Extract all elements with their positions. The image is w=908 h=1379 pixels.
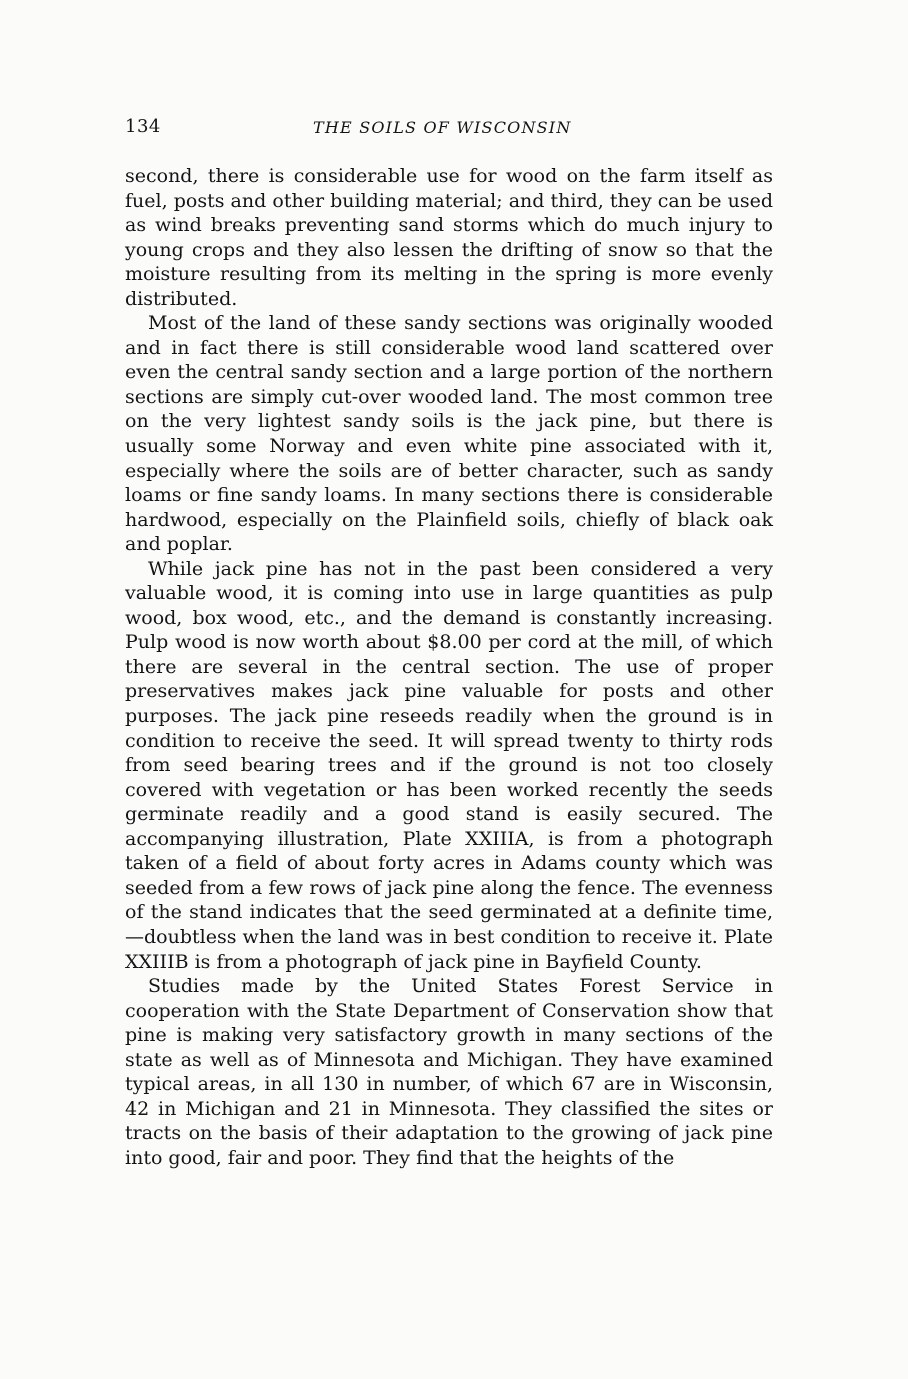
paragraph-4: Studies made by the United States Forest Service in cooperation with the State Department of Conservation show that pine is making very satisfactory growth in many sections of the state as well as of Minnesota and Michigan. They have examined typical areas, in all 130 in number, of which 67 are in Wisconsin, 42 in Michigan and 21 in Minnesota. They classified the sites or tracts on the basis of their adaptation to the growing of jack pine into good, fair and poor. They find that the heights of the [125,975,773,1169]
paragraph-2: Most of the land of these sandy sections was originally wooded and in fact there is still considerable wood land scattered over even the central sandy section and a large portion of the northern sections are simply cut-over wooded land. The most common tree on the very lightest sandy soils is the jack pine, but there is usually some Norway and even white pine associated with it, especially where the soils are of better character, such as sandy loams or fine sandy loams. In many sections there is considerable hardwood, especially on the Plainfield soils, chiefly of black oak and poplar. [125,312,773,556]
body-text [125,164,773,1170]
page-header [125,116,773,144]
page-number: 134 [125,116,161,137]
paragraph-1: second, there is considerable use for wood on the farm itself as fuel, posts and other building material; and third, they can be used as wind breaks preventing sand storms which do much injury to young crops and they also lessen the drifting of snow so that the moisture resulting from its melting in the spring is more evenly distributed. [125,165,773,310]
paragraph-3: While jack pine has not in the past been considered a very valuable wood, it is coming into use in large quantities as pulp wood, box wood, etc., and the demand is constantly increasing. Pulp wood is now worth about $8.00 per cord at the mill, of which there are several in the central section. The use of proper preservatives makes jack pine valuable for posts and other purposes. The jack pine reseeds readily when the ground is in condition to receive the seed. It will spread twenty to thirty rods from seed bearing trees and if the ground is not too closely covered with vegetation or has been worked recently the seeds germinate readily and a good stand is easily secured. The accompanying illustration, Plate XXIIIA, is from a photograph taken of a field of about forty acres in Adams county which was seeded from a few rows of jack pine along the fence. The evenness of the stand indicates that the seed germinated at a definite time,—doubtless when the land was in best condition to receive it. Plate XXIIIB is from a photograph of jack pine in Bayfield County. [125,557,773,973]
running-title: THE SOILS OF WISCONSIN [313,118,572,137]
